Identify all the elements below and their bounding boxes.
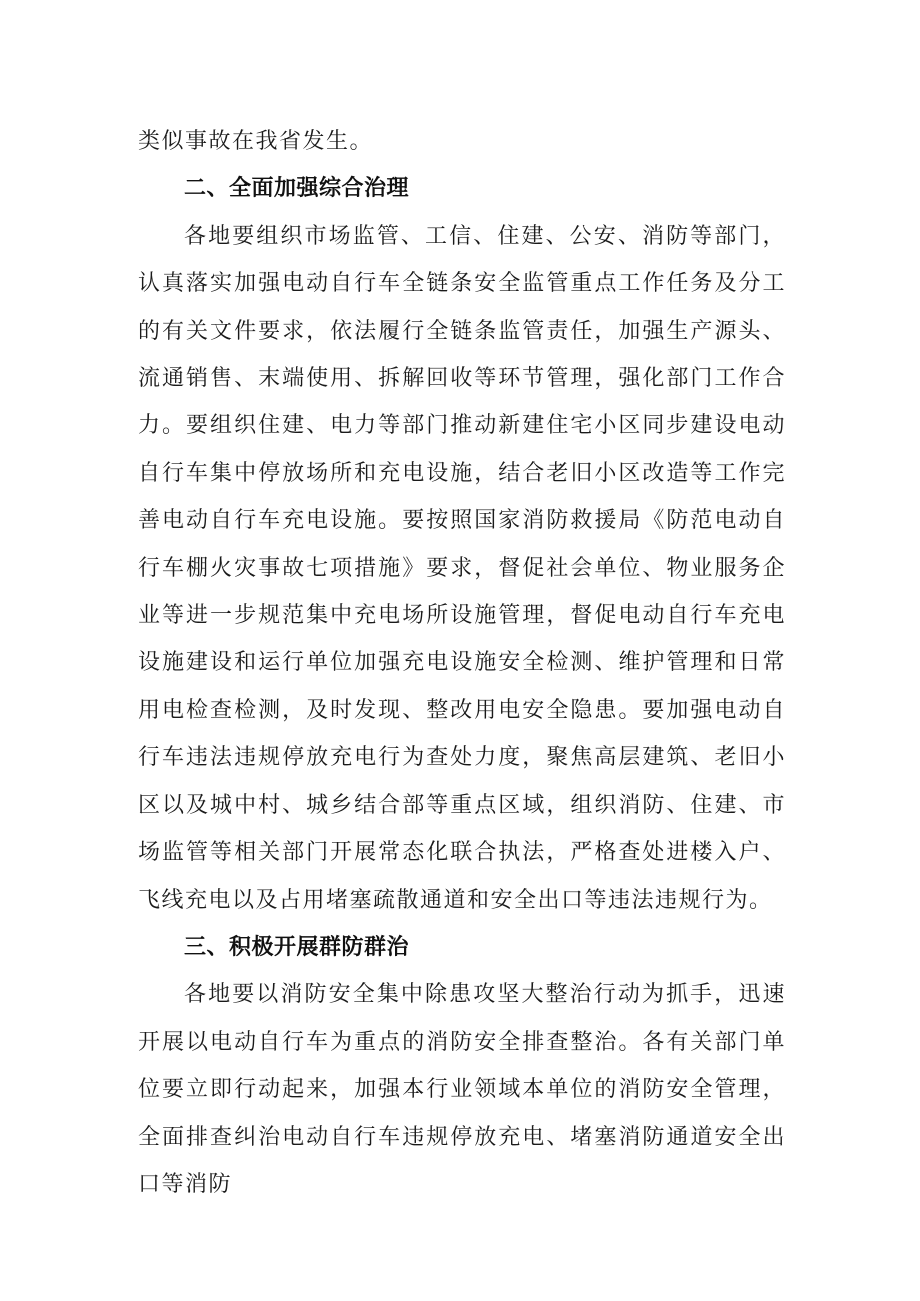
document-body <box>138 118 786 1208</box>
paragraph-section-2: 各地要组织市场监管、工信、住建、公安、消防等部门，认真落实加强电动自行车全链条安全监管重点工作任务及分工的有关文件要求，依法履行全链条监管责任，加强生产源头、流通销售、末端使用、拆解回收等环节管理，强化部门工作合力。要组织住建、电力等部门推动新建住宅小区同步建设电动自行车集中停放场所和充电设施，结合老旧小区改造等工作完善电动自行车充电设施。要按照国家消防救援局《防范电动自行车棚火灾事故七项措施》要求，督促社会单位、物业服务企业等进一步规范集中充电场所设施管理，督促电动自行车充电设施建设和运行单位加强充电设施安全检测、维护管理和日常用电检查检测，及时发现、整改用电安全隐患。要加强电动自行车违法违规停放充电行为查处力度，聚焦高层建筑、老旧小区以及城中村、城乡结合部等重点区域，组织消防、住建、市场监管等相关部门开展常态化联合执法，严格查处进楼入户、飞线充电以及占用堵塞疏散通道和安全出口等违法违规行为。 <box>138 223 786 913</box>
section-heading-3: 三、积极开展群防群治 <box>184 934 410 960</box>
paragraph-section-3: 各地要以消防安全集中除患攻坚大整治行动为抓手，迅速开展以电动自行车为重点的消防安全排查整治。各有关部门单位要立即行动起来，加强本行业领域本单位的消防安全管理，全面排查纠治电动自行车违规停放充电、堵塞消防通道安全出口等消防 <box>138 982 786 1197</box>
paragraph-continuation: 类似事故在我省发生。 <box>138 129 374 154</box>
section-heading-2: 二、全面加强综合治理 <box>184 176 410 202</box>
